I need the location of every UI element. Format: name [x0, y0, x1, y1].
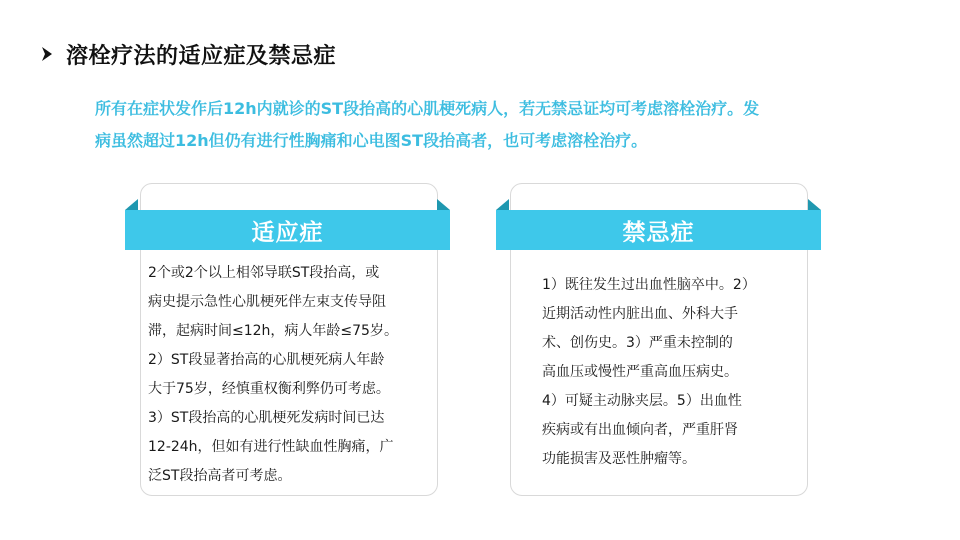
contraindications-line: 1）既往发生过出血性脑卒中。2）	[542, 277, 756, 293]
indications-line: 病史提示急性心肌梗死伴左束支传导阻	[148, 294, 386, 310]
contraindications-line: 高血压或慢性严重高血压病史。	[542, 364, 738, 380]
indications-line: 大于75岁，经慎重权衡利弊仍可考虑。	[148, 381, 390, 397]
indications-line: 12-24h，但如有进行性缺血性胸痛，广	[148, 439, 394, 455]
contraindications-line: 近期活动性内脏出血、外科大手	[542, 306, 738, 322]
page-title-row	[40, 38, 336, 70]
ribbon-fold	[125, 199, 138, 210]
contraindications-heading: 禁忌症	[496, 210, 821, 250]
contraindications-line: 疾病或有出血倾向者，严重肝肾	[542, 422, 738, 438]
ribbon-fold	[437, 199, 450, 210]
contraindications-line: 4）可疑主动脉夹层。5）出血性	[542, 393, 742, 409]
indications-line: 2）ST段显著抬高的心肌梗死病人年龄	[148, 352, 385, 368]
ribbon-fold	[808, 199, 821, 210]
indications-text	[148, 259, 426, 491]
intro-line: 病虽然超过12h但仍有进行性胸痛和心电图ST段抬高者，也可考虑溶栓治疗。	[95, 131, 648, 150]
arrow-bullet-icon	[40, 46, 54, 62]
indications-line: 2个或2个以上相邻导联ST段抬高，或	[148, 265, 380, 281]
intro-line: 所有在症状发作后12h内就诊的ST段抬高的心肌梗死病人，若无禁忌证均可考虑溶栓治疗。发	[95, 99, 760, 118]
indications-heading: 适应症	[125, 210, 450, 250]
intro-paragraph	[95, 93, 895, 157]
contraindications-text	[542, 271, 792, 474]
contraindications-line: 术、创伤史。3）严重未控制的	[542, 335, 733, 351]
ribbon-fold	[496, 199, 509, 210]
indications-line: 泛ST段抬高者可考虑。	[148, 468, 292, 484]
contraindications-line: 功能损害及恶性肿瘤等。	[542, 451, 696, 467]
indications-line: 滞，起病时间≤12h，病人年龄≤75岁。	[148, 323, 398, 339]
page-title: 溶栓疗法的适应症及禁忌症	[66, 43, 337, 69]
indications-line: 3）ST段抬高的心肌梗死发病时间已达	[148, 410, 385, 426]
